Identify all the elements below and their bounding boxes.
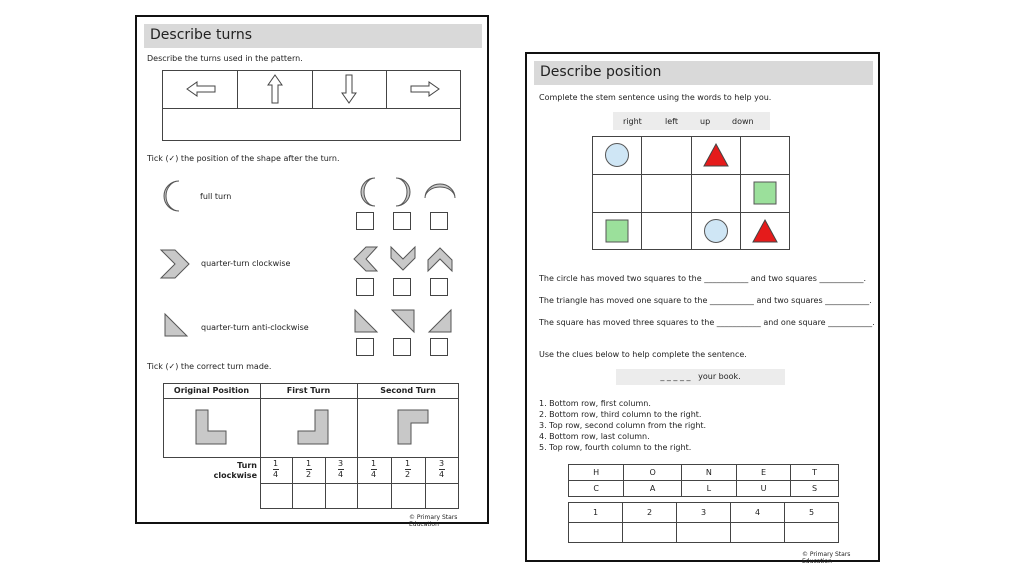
answer-sentence: _ _ _ _ _ your book. — [660, 372, 741, 381]
clue-4: 4. Bottom row, last column. — [539, 432, 650, 441]
triangle-option-3-icon — [428, 309, 452, 333]
letter-cell: O — [624, 465, 682, 481]
letter-grid — [568, 464, 839, 497]
tick-cell-3[interactable] — [326, 484, 357, 508]
left-q3: Tick (✓) the correct turn made. — [147, 362, 272, 371]
clue-2: 2. Bottom row, third column to the right. — [539, 410, 702, 419]
left-title: Describe turns — [144, 24, 482, 48]
circle-shape-icon — [604, 142, 630, 168]
tick-cell-4[interactable] — [358, 484, 391, 508]
word-right: right — [623, 117, 642, 126]
right-worksheet — [525, 52, 880, 565]
left-q2: Tick (✓) the position of the shape after the turn. — [147, 154, 340, 163]
crescent-option-2-icon — [392, 177, 414, 207]
square-green-2-icon — [605, 219, 629, 243]
fraction-1: 1 4 — [273, 459, 279, 479]
letter-cell: E — [736, 465, 790, 481]
right-q1: Complete the stem sentence using the words to help you. — [539, 93, 772, 102]
sentence-square: The square has moved three squares to the ___________ and one square ___________. — [539, 318, 875, 327]
turn-label-full: full turn — [200, 192, 232, 201]
header-first-turn: First Turn — [286, 386, 331, 395]
pattern-answer-box[interactable] — [163, 109, 460, 140]
number-cell: 4 — [731, 503, 785, 523]
triangle-option-2-icon — [391, 309, 415, 333]
sentence-circle: The circle has moved two squares to the ___________ and two squares ___________. — [539, 274, 866, 283]
word-up: up — [700, 117, 711, 126]
turn-row-label-1: Turn — [237, 461, 257, 470]
number-cell: 1 — [569, 503, 623, 523]
number-cell: 3 — [677, 503, 731, 523]
letter-cell: N — [681, 465, 736, 481]
fraction-6: 3 4 — [439, 459, 445, 479]
triangle-option-1-icon — [354, 309, 378, 333]
answer-cell-2[interactable] — [623, 523, 677, 543]
chevron-option-1-icon — [353, 246, 379, 272]
word-down: down — [732, 117, 754, 126]
tick-cell-5[interactable] — [392, 484, 425, 508]
header-second-turn: Second Turn — [380, 386, 436, 395]
tick-box-r3-c3[interactable] — [430, 338, 448, 356]
fraction-2: 1 2 — [306, 459, 312, 479]
letter-cell: C — [569, 481, 624, 497]
clue-3: 3. Top row, second column from the right. — [539, 421, 707, 430]
square-green-icon — [753, 181, 777, 205]
turn-label-quarter-anticlockwise: quarter-turn anti-clockwise — [201, 323, 309, 332]
triangle-red-2-icon — [752, 219, 778, 243]
word-left: left — [665, 117, 678, 126]
up-arrow-icon — [265, 73, 285, 105]
number-cell: 2 — [623, 503, 677, 523]
right-arrow-icon — [409, 79, 441, 99]
right-q2: Use the clues below to help complete the sentence. — [539, 350, 747, 359]
fraction-3: 3 4 — [338, 459, 344, 479]
l-shape-second-turn-icon — [397, 409, 429, 445]
answer-grid — [568, 502, 839, 543]
answer-cell-4[interactable] — [731, 523, 785, 543]
tick-box-r3-c2[interactable] — [393, 338, 411, 356]
letter-cell: S — [791, 481, 839, 497]
letter-cell: A — [624, 481, 682, 497]
letter-cell: H — [569, 465, 624, 481]
answer-cell-3[interactable] — [677, 523, 731, 543]
right-copyright: © Primary Stars Education — [802, 551, 851, 565]
tick-box-r1-c3[interactable] — [430, 212, 448, 230]
sentence-triangle: The triangle has moved one square to the ___________ and two squares ___________. — [539, 296, 872, 305]
fraction-4: 1 4 — [371, 459, 377, 479]
tick-cell-1[interactable] — [261, 484, 292, 508]
tick-box-r2-c1[interactable] — [356, 278, 374, 296]
tick-box-r2-c2[interactable] — [393, 278, 411, 296]
left-copyright: © Primary Stars Education — [409, 514, 458, 528]
triangle-red-icon — [703, 143, 729, 167]
chevron-option-2-icon — [390, 246, 416, 272]
l-shape-first-turn-icon — [297, 409, 329, 445]
fraction-5: 1 2 — [405, 459, 411, 479]
chevron-shape-icon — [159, 248, 191, 280]
crescent-option-1-icon — [357, 177, 379, 207]
chevron-option-3-icon — [427, 246, 453, 272]
answer-cell-5[interactable] — [785, 523, 839, 543]
crescent-option-3-icon — [424, 180, 456, 202]
circle-shape-2-icon — [703, 218, 729, 244]
clue-1: 1. Bottom row, first column. — [539, 399, 651, 408]
tick-box-r2-c3[interactable] — [430, 278, 448, 296]
letter-cell: U — [736, 481, 790, 497]
left-worksheet — [135, 15, 489, 528]
crescent-shape-icon — [159, 179, 183, 213]
l-shape-original-icon — [195, 409, 227, 445]
header-original-position: Original Position — [173, 386, 250, 395]
turn-row-label-2: clockwise — [213, 471, 257, 480]
tick-cell-2[interactable] — [293, 484, 325, 508]
tick-box-r3-c1[interactable] — [356, 338, 374, 356]
tick-box-r1-c1[interactable] — [356, 212, 374, 230]
left-q1: Describe the turns used in the pattern. — [147, 54, 303, 63]
left-arrow-icon — [185, 79, 217, 99]
right-title: Describe position — [534, 61, 873, 85]
answer-cell-1[interactable] — [569, 523, 623, 543]
tick-cell-6[interactable] — [426, 484, 459, 508]
turn-label-quarter-clockwise: quarter-turn clockwise — [201, 259, 291, 268]
number-cell: 5 — [785, 503, 839, 523]
triangle-shape-icon — [163, 312, 189, 338]
clue-5: 5. Top row, fourth column to the right. — [539, 443, 692, 452]
letter-cell: L — [681, 481, 736, 497]
letter-cell: T — [791, 465, 839, 481]
down-arrow-icon — [339, 73, 359, 105]
tick-box-r1-c2[interactable] — [393, 212, 411, 230]
